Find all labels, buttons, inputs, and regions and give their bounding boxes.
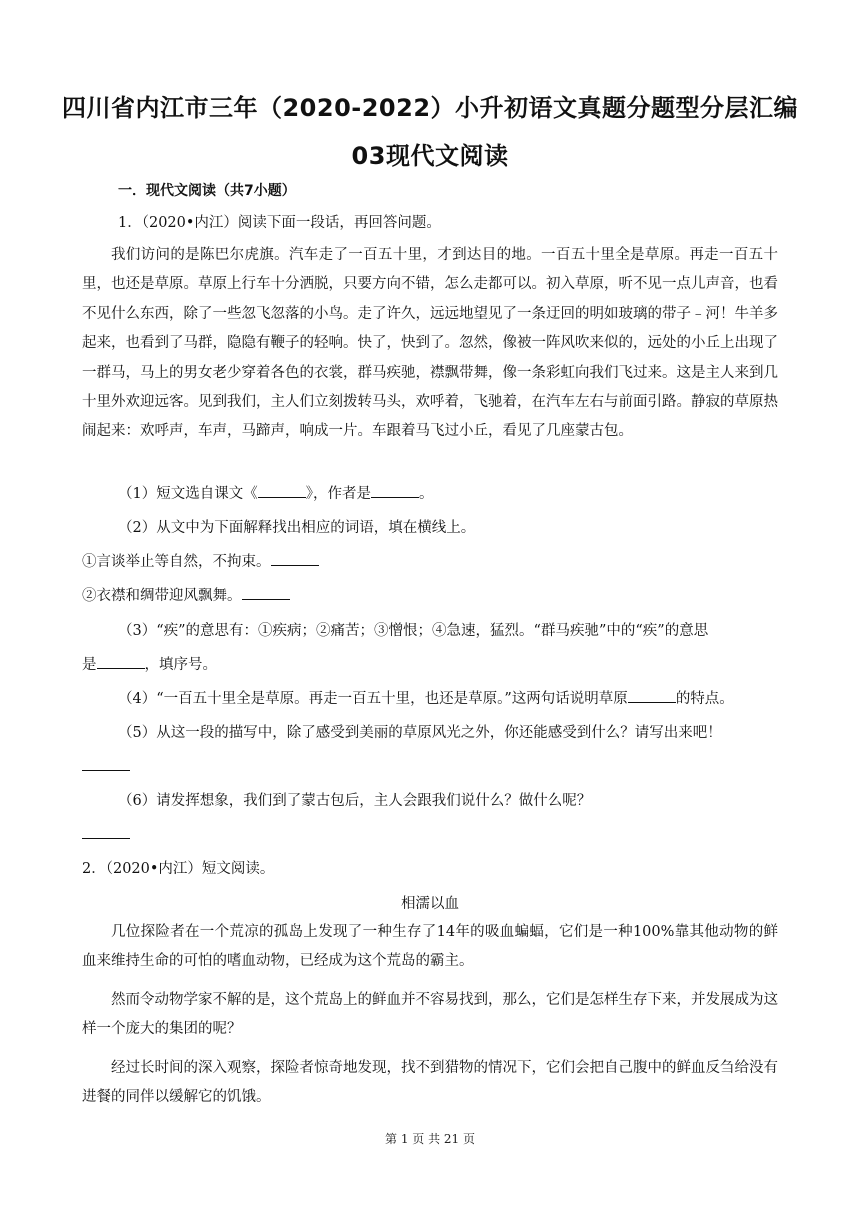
item-text: （4）“一百五十里全是草原。再走一百五十里，也还是草原。”这两句话说明草原 — [118, 691, 628, 707]
item-text: ②衣襟和绸带迎风飘舞。 — [82, 588, 242, 604]
sub-question-5: （5）从这一段的描写中，除了感受到美丽的草原风光之外，你还能感受到什么？请写出来吧！ — [118, 725, 722, 741]
question-2-paragraph-3: 经过长时间的深入观察，探险者惊奇地发现，找不到猎物的情况下，它们会把自己腹中的鲜血反刍给没有进餐的同伴以缓解它的饥饿。 — [82, 1060, 778, 1106]
question-2-paragraph-2: 然而令动物学家不解的是，这个荒岛上的鲜血并不容易找到，那么，它们是怎样生存下来，并发展成为这样一个庞大的集团的呢？ — [82, 992, 778, 1038]
page-subtitle: 03现代文阅读 — [351, 142, 509, 170]
passage-title: 相濡以血 — [401, 896, 459, 912]
sub-question-2: （2）从文中为下面解释找出相应的词语，填在横线上。 — [118, 520, 476, 536]
sub-question-2-item-1 — [82, 553, 319, 571]
answer-blank[interactable] — [628, 690, 676, 703]
answer-blank[interactable] — [97, 656, 145, 669]
section-heading: 一．现代文阅读（共7小题） — [118, 183, 296, 199]
sub-question-1-text-c: 。 — [418, 486, 434, 502]
page-title: 四川省内江市三年（2020-2022）小升初语文真题分题型分层汇编 — [61, 94, 799, 122]
sub-question-3-line-1: （3）“疾”的意思有：①疾病；②痛苦；③憎恨；④急速，猛烈。“群马疾驰”中的“疾”的意思 — [118, 623, 709, 639]
sub-question-2-item-2 — [82, 587, 290, 605]
answer-blank[interactable] — [371, 485, 419, 498]
item-text: 的特点。 — [675, 691, 734, 707]
item-text: ①言谈举止等自然，不拘束。 — [82, 554, 271, 570]
answer-blank[interactable] — [82, 758, 130, 771]
sub-question-3-line-2 — [82, 656, 217, 674]
item-text: 是 — [82, 657, 97, 673]
question-1-stem: 1．（2020•内江）阅读下面一段话，再回答问题。 — [118, 215, 441, 231]
answer-blank[interactable] — [82, 826, 130, 839]
question-2-paragraph-1: 几位探险者在一个荒凉的孤岛上发现了一种生存了14年的吸血蝙蝠，它们是一种100%靠其他动物的鲜血来维持生命的可怕的嗜血动物，已经成为这个荒岛的霸主。 — [82, 924, 778, 970]
answer-blank[interactable] — [271, 553, 319, 566]
sub-question-5-answer — [82, 758, 130, 776]
sub-question-6-answer — [82, 826, 130, 844]
sub-question-4 — [118, 690, 734, 708]
question-2-stem: 2．（2020•内江）短文阅读。 — [82, 861, 275, 877]
sub-question-1-text-b: 》，作者是 — [305, 486, 371, 502]
sub-question-1 — [118, 485, 433, 503]
question-1-passage: 我们访问的是陈巴尔虎旗。汽车走了一百五十里，才到达目的地。一百五十里全是草原。再走一百五十里，也还是草原。草原上行车十分洒脱，只要方向不错，怎么走都可以。初入草原，听不见一点儿声音，也看不见什么东西，除了一些忽飞忽落的小鸟。走了许久，远远地望见了一条迂回的明如玻璃的带子﹣河！牛羊多起来，也看到了马群，隐隐有鞭子的轻响。快了，快到了。忽然，像被一阵风吹来似的，远处的小丘上出现了一群马，马上的男女老少穿着各色的衣裳，群马疾驰，襟飘带舞，像一条彩虹向我们飞过来。这是主人来到几十里外欢迎远客。见到我们，主人们立刻拨转马头，欢呼着，飞驰着，在汽车左右与前面引路。静寂的草原热闹起来：欢呼声，车声，马蹄声，响成一片。车跟着马飞过小丘，看见了几座蒙古包。 — [82, 247, 778, 440]
answer-blank[interactable] — [258, 485, 306, 498]
answer-blank[interactable] — [242, 587, 290, 600]
sub-question-1-text-a: （1）短文选自课文《 — [118, 486, 258, 502]
sub-question-6: （6）请发挥想象，我们到了蒙古包后，主人会跟我们说什么？做什么呢？ — [118, 793, 592, 809]
item-text: ，填序号。 — [144, 657, 217, 673]
page-footer: 第 1 页 共 21 页 — [385, 1132, 475, 1146]
